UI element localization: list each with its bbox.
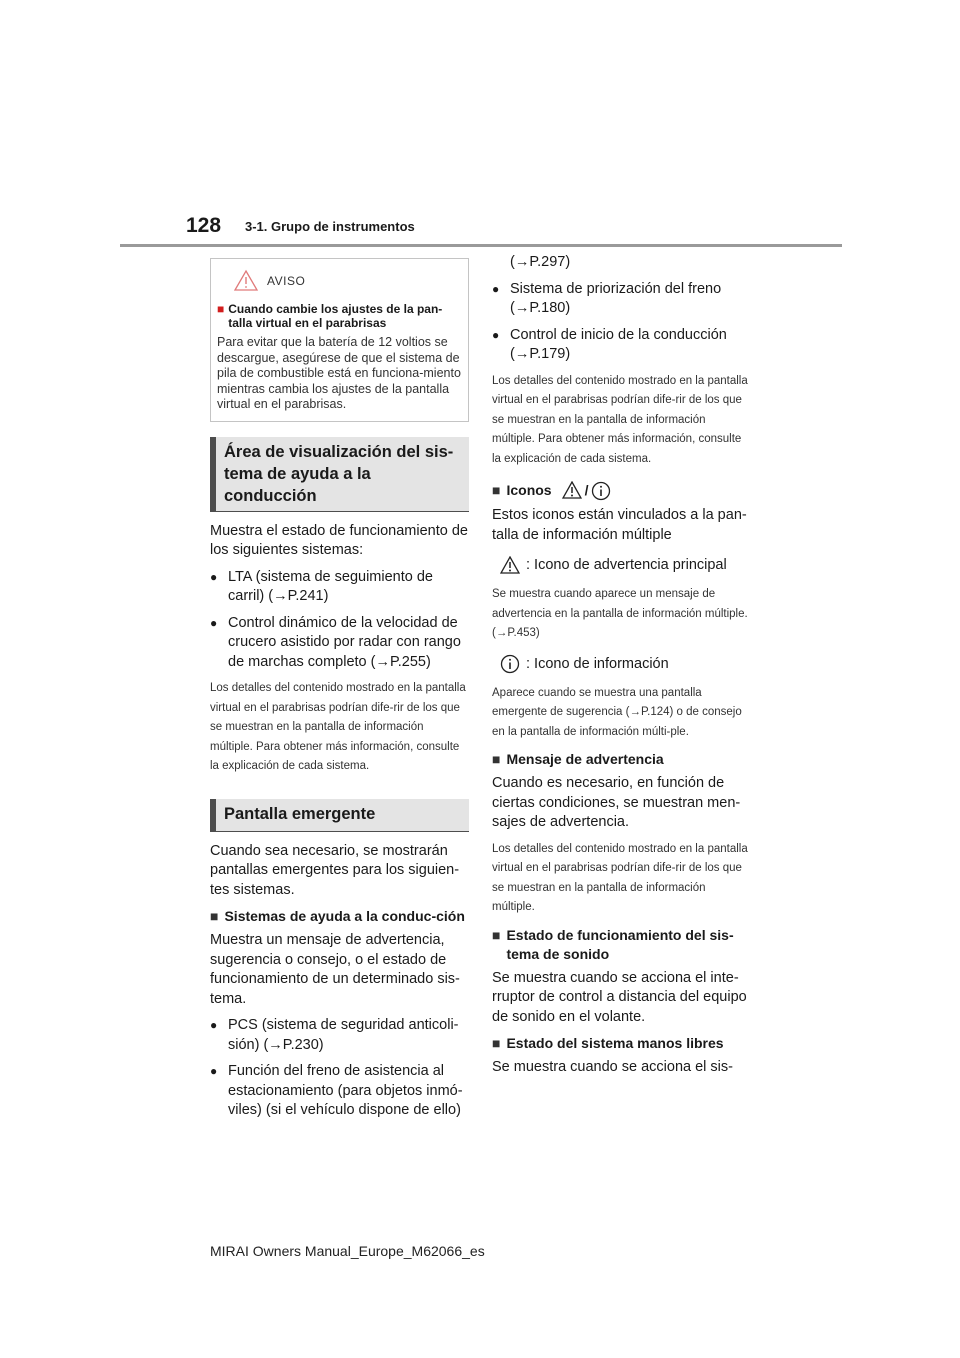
header-rule — [120, 244, 842, 247]
info-desc: Aparece cuando se muestra una pantalla emergente de sugerencia (→P.124) o de consejo en la pantalla de información múlti-ple. — [492, 686, 742, 738]
footer-manual-id: MIRAI Owners Manual_Europe_M62066_es — [210, 1243, 485, 1259]
warning-body: Para evitar que la batería de 12 voltios se descargue, asegúrese de que el sistema de pila de combustible está en funciona-miento mientras cambia los ajustes de la pantalla virtual en el parabrisas. — [217, 335, 461, 411]
icons-slash: / — [584, 482, 589, 498]
subhead-marker: ■ — [492, 482, 501, 498]
subhead-warning-message — [492, 750, 750, 769]
bullet-cruise-control: ● Control dinámico de la velocidad de crucero asistido por radar con rango de marchas completo (→P.255) — [210, 614, 469, 673]
right-column — [492, 253, 750, 1085]
section-title: 3-1. Grupo de instrumentos — [245, 219, 415, 234]
warning-message-body: Cuando es necesario, en función de ciertas condiciones, se muestran men-sajes de advertencia. — [492, 775, 741, 830]
warning-triangle-icon — [562, 481, 582, 501]
info-circle-icon — [591, 481, 611, 501]
info-icon — [500, 654, 520, 674]
right-note-1: Los detalles del contenido mostrado en la pantalla virtual en el parabrisas podrían dife-rir de los que se muestran en la pantalla de información múltiple. Para obtener más información, consulte la explicación de cada sistema. — [492, 374, 748, 465]
subhead-marker: ■ — [492, 751, 501, 767]
bullet-lta: ● LTA (sistema de seguimiento de carril) (→P.241) — [210, 568, 469, 607]
bullet-pcs: ● PCS (sistema de seguridad anticoli-sión) (→P.230) — [210, 1016, 469, 1055]
subhead-icons-title: Iconos — [506, 482, 552, 498]
subhead-handsfree-status-title: Estado del sistema manos libres — [506, 1035, 724, 1051]
subhead-marker: ■ — [492, 926, 501, 943]
warning-message-note: Los detalles del contenido mostrado en la pantalla virtual en el parabrisas podrían dife-rir de los que se muestran en la pantalla de información múltiple. — [492, 842, 748, 913]
section2-intro: Cuando sea necesario, se mostrarán pantallas emergentes para los siguien-tes sistemas. — [210, 842, 460, 898]
bullet-brake-priority: ● Sistema de priorización del freno (→P.180) — [492, 280, 750, 319]
subhead-warning-message-title: Mensaje de advertencia — [506, 751, 664, 767]
subhead-marker: ■ — [210, 908, 219, 924]
master-warning-icon — [500, 556, 520, 574]
master-warning-desc: Se muestra cuando aparece un mensaje de advertencia en la pantalla de información múltiple. (→P.453) — [492, 588, 748, 639]
subhead-marker: ■ — [492, 1035, 501, 1051]
warning-label: AVISO — [267, 273, 306, 288]
heading-popup: Pantalla emergente — [210, 799, 469, 832]
warning-box — [210, 258, 469, 422]
warning-title-marker: ■ — [217, 302, 225, 316]
subhead-driving-assist-title: Sistemas de ayuda a la conduc-ción — [224, 908, 465, 924]
caution-triangle-icon — [233, 269, 259, 292]
icons-body: Estos iconos están vinculados a la pan-talla de información múltiple — [492, 507, 747, 543]
audio-status-body: Se muestra cuando se acciona el inte-rruptor de control a distancia del equipo de sonido en el volante. — [492, 969, 747, 1025]
master-warning-label: : Icono de advertencia principal — [526, 557, 727, 573]
info-line — [500, 654, 750, 674]
subhead-handsfree-status — [492, 1034, 750, 1053]
left-column — [210, 258, 469, 1128]
info-label: : Icono de información — [526, 655, 669, 672]
master-warning-line — [500, 555, 750, 575]
sub1-body: Muestra un mensaje de advertencia, sugerencia o consejo, o el estado de funcionamiento de un determinado sis-tema. — [210, 932, 460, 1007]
subhead-driving-assist — [210, 907, 469, 926]
heading-driving-assist-area: Área de visualización del sis-tema de ayuda a la conducción — [210, 437, 469, 512]
handsfree-status-body: Se muestra cuando se acciona el sis- — [492, 1059, 733, 1075]
section1-note: Los detalles del contenido mostrado en la pantalla virtual en el parabrisas podrían dife-rir de los que se muestran en la pantalla de información múltiple. Para obtener más información, consulte la explicación de cada sistema. — [210, 682, 466, 772]
subhead-audio-status-title: Estado de funcionamiento del sis-tema de sonido — [506, 926, 734, 962]
bullet-drive-start: ● Control de inicio de la conducción (→P.179) — [492, 326, 750, 365]
subhead-icons — [492, 481, 750, 501]
subhead-audio-status — [492, 926, 750, 964]
page-number: 128 — [186, 214, 222, 237]
continued-reference: (→P.297) — [510, 254, 571, 270]
bullet-parking-brake: ● Función del freno de asistencia al estacionamiento (para objetos inmó-viles) (si el vehículo dispone de ello) — [210, 1062, 469, 1121]
warning-title — [217, 302, 462, 330]
warning-title-text: Cuando cambie los ajustes de la pan-talla virtual en el parabrisas — [228, 302, 443, 330]
section1-intro: Muestra el estado de funcionamiento de los siguientes sistemas: — [210, 522, 468, 558]
